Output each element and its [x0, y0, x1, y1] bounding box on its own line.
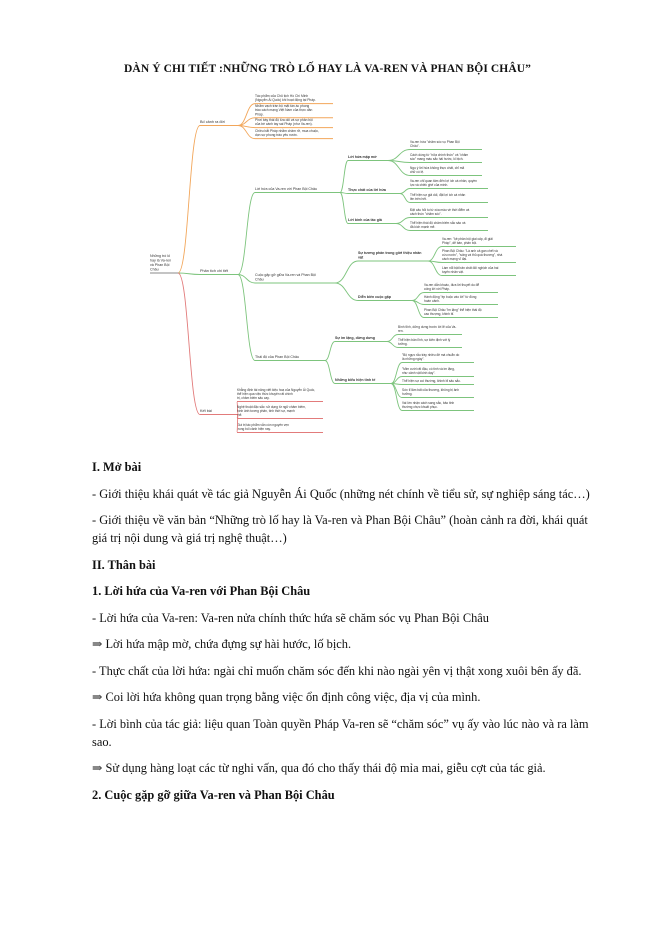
- mindmap-thai-do-bieu-hien-leaf-5: Vai lớn nhận cách sang sắc, bảo tinh thường chực khuất phục.: [402, 401, 455, 409]
- mindmap-diagram: [140, 90, 520, 435]
- mindmap-cuoc-gap: Cuộc gặp gỡ giữa Va-ren và Phan Bội Châu: [255, 273, 316, 282]
- mindmap-thai-do-im-lang: Sự im lặng, dửng dưng: [335, 336, 375, 340]
- heading-than-bai: II. Thân bài: [92, 557, 156, 572]
- mindmap-ket-bai-leaf-1: Khẳng định tài năng viết kiệu hoạ của Nguyễn Ái Quốc, thể hiện qua việc thức khuyên rất chính trị, châm biếm sâu cay.: [237, 388, 316, 400]
- paragraph-6: ⇒ Sử dụng hàng loạt các từ nghi vấn, qua đó cho thấy thái độ mỉa mai, giễu cợt của tác giả.: [92, 761, 546, 775]
- mindmap-loi-hua-loi-binh-leaf-2: Thể hiện thái độ châm biếm sắc sảo và đả kích mạnh mẽ.: [410, 221, 466, 229]
- mindmap-ket-bai-connector: [178, 273, 200, 415]
- mindmap-loi-hua-thuc-chat: Thực chất của lời hứa: [348, 188, 386, 192]
- mindmap-cuoc-gap-tuong-phan-leaf-2: Phan Bội Châu: "Là anh cả gan chết và cứu nước", "sống và thủ quá thương", nhà cách mạng vĩ đại.: [442, 249, 503, 261]
- mindmap-loi-hua-map-mo-leaf-2: Cách dùng từ "nửa chính thức" và "chăm sóc" mang màu sắc hài hước, lố bịch.: [410, 153, 469, 161]
- paragraph-5: - Lời bình của tác giả: liệu quan Toàn quyền Pháp Va-ren sẽ “chăm sóc” vụ ấy vào lúc nào và ra làm sao.: [92, 716, 589, 749]
- mindmap-cuoc-gap-dien-bien-leaf-2: Hành động "ép buộc vào lời" từ đồng hoàn cảnh.: [424, 295, 477, 303]
- paragraph-2: ⇒ Lời hứa mập mờ, chứa đựng sự hài hước, lố bịch.: [92, 637, 352, 651]
- mindmap-than-bai-connector: [178, 273, 200, 275]
- mindmap-cuoc-gap-tuong-phan-leaf-3-connector: [428, 261, 442, 276]
- mindmap-cuoc-gap-tuong-phan: Sự tương phản trong giới thiệu nhân vật: [358, 251, 422, 260]
- heading-mo-bai: I. Mở bài: [92, 460, 142, 474]
- mindmap-cuoc-gap-dien-bien: Diễn biến cuộc gặp: [358, 295, 391, 299]
- mindmap-mo-bai-leaf-1: Tác phẩm của Chủ tịch Hồ Chí Minh (Nguyễn Ái Quốc) khi hoạt động tại Pháp.: [255, 94, 316, 103]
- mindmap-cuoc-gap-dien-bien-leaf-3: Phan Bội Châu "im lặng" thể hiện thái độ cao thượng, khinh bỉ.: [424, 308, 482, 316]
- mindmap-thai-do: Thái độ của Phan Bội Châu: [255, 355, 299, 359]
- mindmap-thai-do-bieu-hien-leaf-1: "Bộ ngực rẫu trầy nhiều đè mà chuẩn do là những ngày".: [402, 353, 460, 361]
- mindmap-thai-do-im-lang-leaf-1: Bình tĩnh, dửng dưng trước lời lẽ của Va-ren.: [398, 325, 457, 333]
- mindmap-cuoc-gap-dien-bien-connector: [335, 283, 358, 301]
- mindmap-cuoc-gap-dien-bien-leaf-1: Va-ren dẫn khoác, đưa lời thuyết du để cống lời với Pháp.: [424, 283, 480, 291]
- mindmap-thai-do-im-lang-leaf-2: Thể hiện bản lĩnh, sự kiên định với lý tưởng.: [398, 338, 451, 346]
- mindmap-mo-bai-leaf-3: Phơi bày thái độ lừa dối và sự phản bội của bè cánh tay sai Pháp (như Va-ren).: [255, 118, 313, 127]
- mindmap-loi-hua-thuc-chat-leaf-2: Thể hiện sự giả dối, đặt lợi ích cá nhân lên trên hết.: [410, 193, 466, 201]
- mindmap-cuoc-gap-dien-bien-leaf-3-connector: [412, 301, 424, 318]
- heading-section-2: 2. Cuộc gặp gỡ giữa Va-ren và Phan Bội Châu: [92, 787, 335, 802]
- mindmap-than-bai: Phân tích chi tiết: [200, 269, 229, 273]
- mindmap-thai-do-bieu-hien-leaf-4: Sức tỉ lăm bất của thương, không bị ảnh hưởng.: [402, 388, 460, 396]
- mindmap-thai-do-bieu-hien-connector: [325, 361, 335, 384]
- mindmap-ket-bai: Kết bài: [200, 409, 212, 413]
- mindmap-mo-bai-leaf-4: Chiều bắt Pháp nhằm châm rỡ, mua chuộc, dọn sự phong trào yêu nước.: [255, 129, 319, 138]
- mindmap-mo-bai-leaf-2: Nhằm vạch trần bộ mặt tàn ác phong trào cách mạng Việt Nam của thực dân Pháp.: [255, 104, 313, 117]
- mindmap-loi-hua-map-mo-leaf-1-connector: [388, 150, 410, 161]
- mindmap-cuoc-gap-tuong-phan-connector: [335, 261, 358, 283]
- mindmap-thai-do-bieu-hien: Những biểu hiện tinh tế: [335, 378, 376, 382]
- paragraph-4: ⇒ Coi lời hứa không quan trọng bằng việc ổn định công việc, địa vị của mình.: [92, 690, 481, 704]
- mindmap-loi-hua-map-mo-connector: [340, 161, 348, 193]
- mindmap-loi-hua-map-mo-leaf-3: Ngụ ý lời hứa không thực chất, chỉ mã chữ có lệ.: [410, 166, 465, 174]
- paragraph-mo-bai-1: - Giới thiệu khái quát về tác giả Nguyễn Ái Quốc (những nét chính về tiểu sử, sự nghiệp sáng tác…): [92, 486, 590, 501]
- mindmap-mo-bai-connector: [178, 126, 200, 274]
- mindmap-thai-do-im-lang-connector: [325, 342, 335, 361]
- mindmap-ket-bai-leaf-3: Giá trị tác phẩm vẫn còn nguyên vẹn trong bối cảnh hiện nay.: [237, 423, 289, 431]
- mindmap-thai-do-im-lang-leaf-2-connector: [387, 342, 398, 348]
- mindmap-thai-do-bieu-hien-leaf-2: "Mim cười rất đậu, có tinh và im lặng, như cảnh vật kinh dạy".: [402, 367, 455, 375]
- mindmap-cuoc-gap-dien-bien-leaf-1-connector: [412, 293, 424, 301]
- mindmap-than-bai-branch-1-connector: [238, 193, 255, 275]
- heading-section-1: 1. Lời hứa của Va-ren với Phan Bội Châu: [92, 584, 311, 598]
- mindmap-loi-hua-map-mo-leaf-1: Va-ren hứa "chăm sóc vụ Phan Bội Châu".: [410, 140, 460, 148]
- mindmap-ket-bai-leaf-2: Nghệ thuật đặc sắc: sử dụng từ ngữ châm biếm, hình ảnh tương phản, tính thời sự, mạnh mẽ.: [237, 405, 306, 417]
- mindmap-loi-hua: Lời hứa của Va-ren với Phan Bội Châu: [255, 187, 317, 191]
- mindmap-loi-hua-thuc-chat-leaf-2-connector: [400, 194, 410, 203]
- mindmap-loi-hua-thuc-chat-leaf-1: Va-ren chỉ quan tâm đến lợi ích cá nhân, quyền lực và chiếc ghế của mình.: [410, 179, 477, 187]
- mindmap-loi-hua-loi-binh: Lời bình của tác giả: [348, 218, 382, 222]
- mindmap-loi-hua-loi-binh-leaf-2-connector: [396, 224, 410, 231]
- mindmap-than-bai-branch-3-connector: [238, 275, 255, 361]
- paragraph-1: - Lời hứa của Va-ren: Va-ren nửa chính thức hứa sẽ chăm sóc vụ Phan Bội Châu: [92, 610, 489, 625]
- document-body: [92, 458, 597, 812]
- mindmap-than-bai-branch-2-connector: [238, 275, 255, 284]
- mindmap-loi-hua-map-mo: Lời hứa mập mờ: [348, 155, 377, 159]
- mindmap-cuoc-gap-tuong-phan-leaf-1-connector: [428, 247, 442, 262]
- mindmap-thai-do-im-lang-leaf-1-connector: [387, 335, 398, 342]
- mindmap-mo-bai: Bố cảnh ra đời: [200, 120, 225, 124]
- mindmap-thai-do-bieu-hien-leaf-3: Thể hiện sự coi thường, khinh bỉ sâu sắc.: [402, 379, 461, 383]
- mindmap-root: Những trò lố hay là Va-ren và Phan Bội Châu: [150, 254, 172, 272]
- mindmap-loi-hua-loi-binh-leaf-1: Đặt câu hỏi tu từ xóa màu về thời điểm và cách thức "chăm sóc".: [410, 208, 470, 216]
- paragraph-3: - Thực chất của lời hứa: ngài chỉ muốn chăm sóc đến khi nào ngài yên vị thật xong xuôi bên ấy đã.: [92, 663, 582, 678]
- mindmap-cuoc-gap-tuong-phan-leaf-3: Làm nổi bật bản chất đối nghịch của hai tuyến nhân vật.: [442, 266, 499, 274]
- mindmap-loi-hua-loi-binh-leaf-1-connector: [396, 218, 410, 224]
- paragraph-mo-bai-2: - Giới thiệu về văn bản “Những trò lố hay là Va-ren và Phan Bội Châu” (hoàn cảnh ra đời, khái quát giá trị nội dung và giá trị nghệ thuật…): [92, 513, 588, 545]
- mindmap-cuoc-gap-tuong-phan-leaf-1: Va-ren: "kẻ phản bội giai cấp, đi giải Pháp", dễ bán, phản bội.: [442, 237, 493, 245]
- page-title: DÀN Ý CHI TIẾT :NHỮNG TRÒ LỐ HAY LÀ VA-REN VÀ PHAN BỘI CHÂU”: [124, 63, 531, 75]
- mindmap-loi-hua-loi-binh-connector: [340, 193, 348, 224]
- mindmap-loi-hua-thuc-chat-leaf-1-connector: [400, 189, 410, 194]
